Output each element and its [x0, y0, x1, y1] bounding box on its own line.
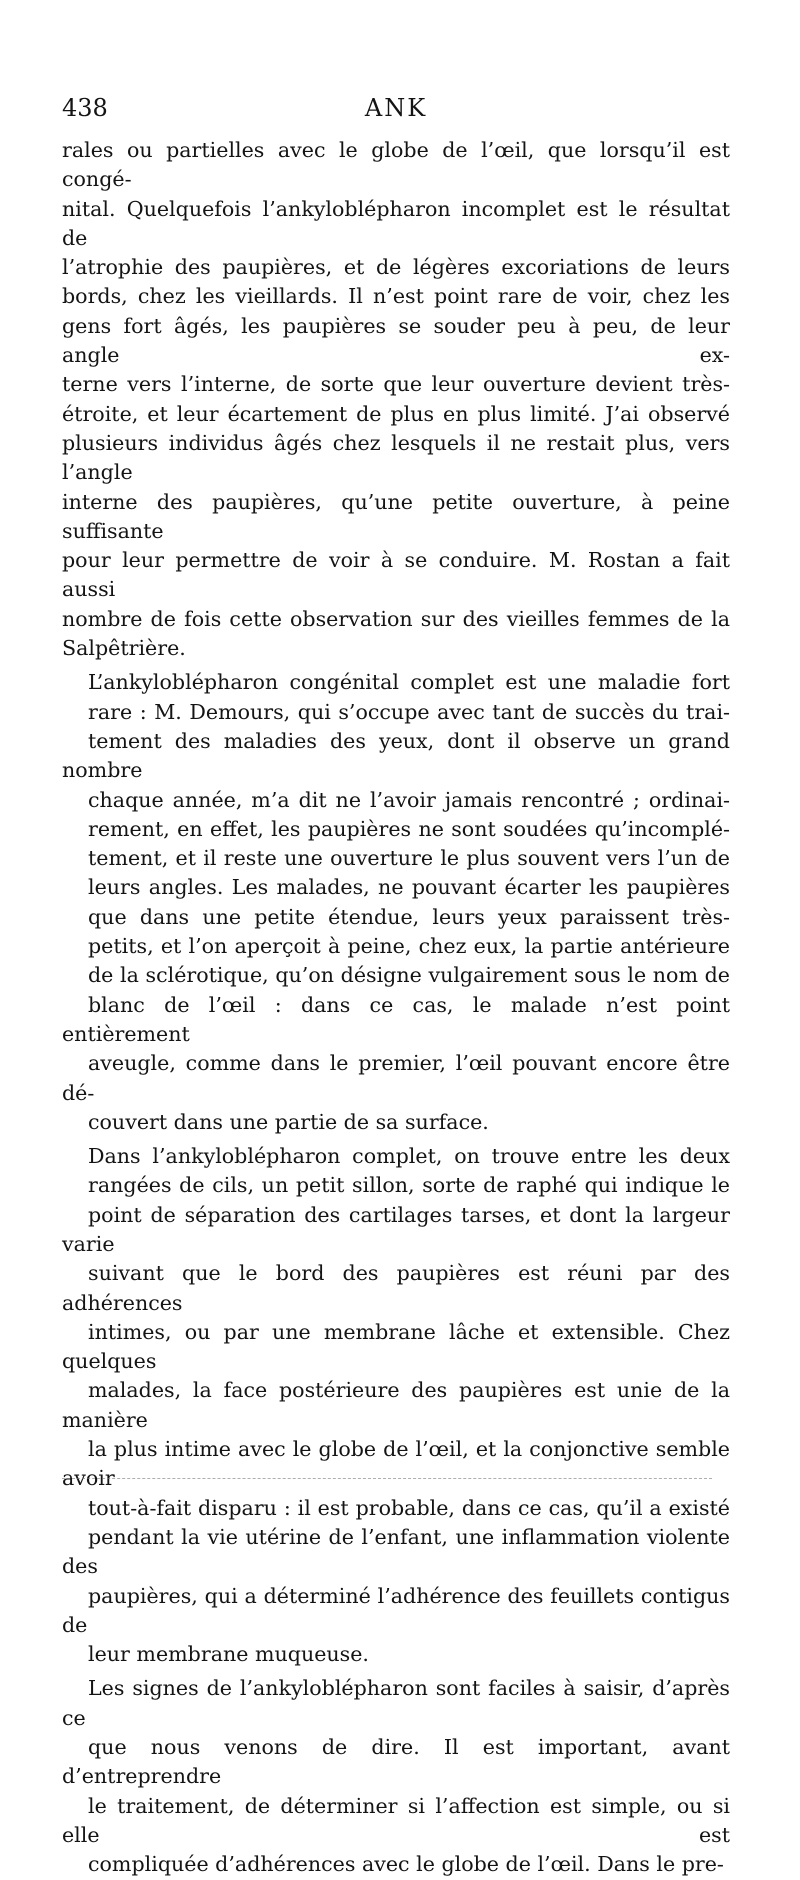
text-line: couvert dans une partie de sa surface. [88, 1109, 489, 1134]
text-line: que dans une petite étendue, leurs yeux paraissent très- [88, 904, 730, 929]
text-line: l’atrophie des paupières, et de légères excoriations de leurs [62, 255, 730, 280]
body-text [62, 136, 730, 1880]
text-line: aveugle, comme dans le premier, l’œil pouvant encore être dé- [62, 1051, 730, 1105]
text-line: petits, et l’on aperçoit à peine, chez eux, la partie antérieure [88, 934, 730, 959]
text-line: Dans l’ankyloblépharon complet, on trouve entre les deux [88, 1144, 730, 1169]
text-line: L’ankyloblépharon congénital complet est une maladie fort [88, 670, 730, 695]
text-line: terne vers l’interne, de sorte que leur ouverture devient très- [62, 372, 730, 397]
text-line: nital. Quelquefois l’ankyloblépharon incomplet est le résultat de [62, 196, 730, 250]
text-line: plusieurs individus âgés chez lesquels il ne restait plus, vers l’angle [62, 430, 730, 485]
text-line: nombre de fois cette observation sur des vieilles femmes de la [62, 606, 730, 631]
text-line: blanc de l’œil : dans ce cas, le malade n’est point entièrement [62, 992, 730, 1046]
text-line: leurs angles. Les malades, ne pouvant écarter les paupières [88, 875, 730, 900]
text-line: le traitement, de déterminer si l’affection est simple, ou si elle est [62, 1793, 730, 1847]
text-line: Les signes de l’ankyloblépharon sont faciles à saisir, d’après ce [62, 1676, 730, 1730]
text-line: rales ou partielles avec le globe de l’œil, que lorsqu’il est congé- [62, 138, 730, 192]
text-line: rare : M. Demours, qui s’occupe avec tant de succès du trai- [88, 699, 730, 724]
paragraph-2 [62, 668, 730, 1137]
text-line: intimes, ou par une membrane lâche et extensible. Chez quelques [62, 1319, 730, 1374]
text-line: interne des paupières, qu’une petite ouverture, à peine suffisante [62, 489, 730, 543]
text-line: pour leur permettre de voir à se conduire. M. Rostan a fait aussi [62, 548, 730, 602]
text-line: bords, chez les vieillards. Il n’est point rare de voir, chez les [62, 284, 730, 309]
text-line: gens fort âgés, les paupières se souder peu à peu, de leur angle ex- [62, 313, 730, 368]
text-line: étroite, et leur écartement de plus en plus limité. J’ai observé [62, 401, 730, 426]
text-line: chaque année, m’a dit ne l’avoir jamais rencontré ; ordinai- [88, 787, 730, 812]
text-line: tement des maladies des yeux, dont il observe un grand nombre [62, 728, 730, 783]
footer-rule [62, 1478, 712, 1479]
text-line: de la sclérotique, qu’on désigne vulgairement sous le nom de [88, 963, 730, 988]
paragraph-3 [62, 1142, 730, 1669]
text-line: rement, en effet, les paupières ne sont soudées qu’incomplé- [88, 816, 730, 841]
paragraph-1 [62, 136, 730, 663]
paragraph-4 [62, 1674, 730, 1879]
text-line: rangées de cils, un petit sillon, sorte de raphé qui indique le [88, 1173, 730, 1198]
text-line: point de séparation des cartilages tarses, et dont la largeur varie [62, 1202, 730, 1256]
text-line: Salpêtrière. [62, 636, 186, 661]
text-line: compliquée d’adhérences avec le globe de l’œil. Dans le pre- [88, 1852, 724, 1877]
running-head: ANK [364, 94, 428, 122]
text-line: paupières, qui a déterminé l’adhérence des feuillets contigus de [62, 1583, 730, 1637]
page-header [62, 94, 730, 134]
text-line: tout-à-fait disparu : il est probable, dans ce cas, qu’il a existé [88, 1495, 730, 1520]
text-line: malades, la face postérieure des paupières est unie de la manière [62, 1378, 730, 1432]
text-line: la plus intime avec le globe de l’œil, et la conjonctive semble avoir [62, 1437, 730, 1491]
text-line: tement, et il reste une ouverture le plus souvent vers l’un de [88, 846, 730, 871]
text-line: leur membrane muqueuse. [88, 1642, 369, 1667]
text-line: suivant que le bord des paupières est réuni par des adhérences [62, 1261, 730, 1315]
text-line: que nous venons de dire. Il est important, avant d’entreprendre [62, 1735, 730, 1789]
page-number: 438 [62, 94, 108, 122]
text-line: pendant la vie utérine de l’enfant, une inflammation violente des [62, 1524, 730, 1579]
